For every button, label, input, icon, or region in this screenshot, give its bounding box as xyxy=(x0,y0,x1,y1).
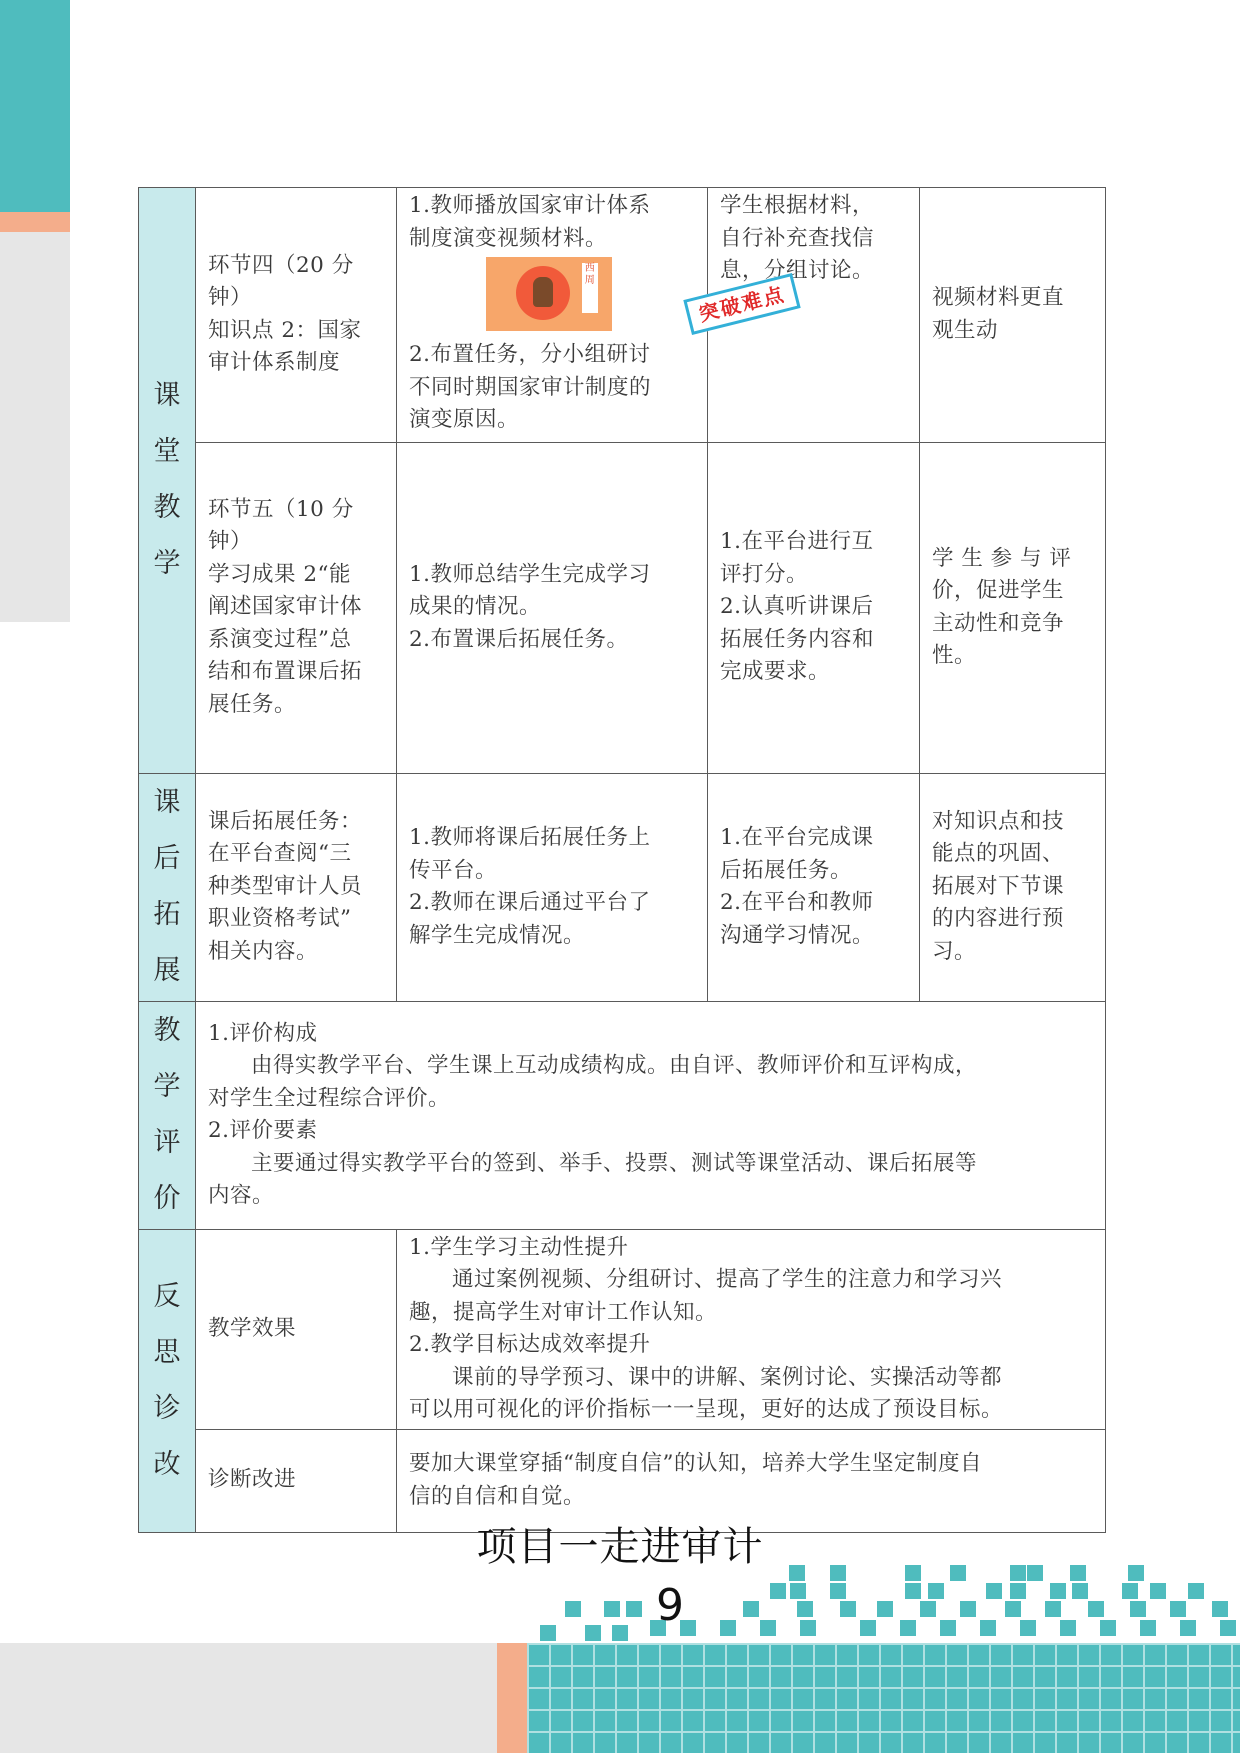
lesson-plan-table xyxy=(138,187,1106,1533)
pixel-square xyxy=(860,1620,876,1636)
pixel-square xyxy=(1088,1601,1104,1617)
pixel-square xyxy=(612,1625,628,1641)
pixel-square xyxy=(797,1601,813,1617)
stage-cell: 课后拓展任务： 在平台查阅“三 种类型审计人员 职业资格考试” 相关内容。 xyxy=(196,773,397,1001)
top-left-peach-bar xyxy=(0,212,70,232)
pixel-square xyxy=(1188,1583,1204,1599)
left-gray-bar xyxy=(0,232,70,622)
pixel-square xyxy=(1010,1583,1026,1599)
pixel-square xyxy=(986,1583,1002,1599)
pixel-square xyxy=(1005,1601,1021,1617)
table-row xyxy=(139,1229,1106,1429)
intent-cell: 对知识点和技 能点的巩固、 拓展对下节课 的内容进行预 习。 xyxy=(920,773,1106,1001)
teacher-activity-cell: 1.教师播放国家审计体系 制度演变视频材料。 西周 2.布置任务，分小组研讨 不同时期国家审计制度的 演变原因。 xyxy=(397,188,708,443)
effect-label-cell: 教学效果 xyxy=(196,1229,397,1429)
pixel-square xyxy=(1212,1601,1228,1617)
teacher-activity-cell: 1.教师总结学生完成学习 成果的情况。 2.布置课后拓展任务。 xyxy=(397,442,708,773)
bottom-gray-band xyxy=(0,1643,520,1753)
pixel-square xyxy=(760,1620,776,1636)
stage-cell: 环节五（10 分 钟） 学习成果 2“能 阐述国家审计体 系演变过程”总 结和布置课后拓 展任务。 xyxy=(196,442,397,773)
pixel-square xyxy=(1140,1620,1156,1636)
pixel-square xyxy=(928,1583,944,1599)
pixel-square xyxy=(980,1620,996,1636)
bottom-grid-pattern xyxy=(527,1643,1240,1753)
table-row xyxy=(139,442,1106,773)
pixel-square xyxy=(720,1620,736,1636)
pixel-square xyxy=(585,1625,601,1641)
student-activity-cell: 1.在平台完成课 后拓展任务。 2.在平台和教师 沟通学习情况。 xyxy=(708,773,920,1001)
pixel-square xyxy=(1170,1601,1186,1617)
student-activity-cell: 1.在平台进行互 评打分。 2.认真听讲课后 拓展任务内容和 完成要求。 xyxy=(708,442,920,773)
pixel-square xyxy=(1045,1601,1061,1617)
pixel-square xyxy=(840,1601,856,1617)
pixel-square xyxy=(960,1601,976,1617)
pixel-square xyxy=(1100,1620,1116,1636)
pixel-square xyxy=(900,1620,916,1636)
intent-cell: 学 生 参 与 评 价，促进学生 主动性和竞争 性。 xyxy=(920,442,1106,773)
table-row xyxy=(139,773,1106,1001)
section-after-class-extension: 课 后 拓 展 xyxy=(139,773,196,1001)
student-activity-cell: 学生根据材料， 自行补充查找信 息，分组讨论。 突破难点 xyxy=(708,188,920,443)
footer-title: 项目一走进审计 xyxy=(476,1524,764,1570)
page-number: 9 xyxy=(656,1580,684,1631)
video-thumbnail[interactable]: 西周 xyxy=(486,257,612,331)
pixel-square xyxy=(1180,1620,1196,1636)
table-row xyxy=(139,188,1106,443)
pixel-square xyxy=(743,1601,759,1617)
pixel-square xyxy=(940,1620,956,1636)
pixel-square xyxy=(877,1601,893,1617)
section-teaching-evaluation: 教 学 评 价 xyxy=(139,1001,196,1229)
section-reflection: 反 思 诊 改 xyxy=(139,1229,196,1532)
pixel-square xyxy=(770,1583,786,1599)
pixel-square xyxy=(1122,1583,1138,1599)
pixel-square xyxy=(1130,1601,1146,1617)
effect-cell: 1.学生学习主动性提升 通过案例视频、分组研讨、提高了学生的注意力和学习兴 趣，提高学生对审计工作认知。 2.教学目标达成效率提升 课前的导学预习、课中的讲解、案例讨论、实操活动等都 可以用可视化的评价指标一一呈现，更好的达成了预设目标。 xyxy=(397,1229,1106,1429)
pixel-square xyxy=(790,1583,806,1599)
pixel-square xyxy=(800,1620,816,1636)
breakthrough-stamp: 突破难点 xyxy=(683,273,800,335)
pixel-square xyxy=(1072,1583,1088,1599)
pixel-square xyxy=(540,1625,556,1641)
pixel-square xyxy=(1050,1583,1066,1599)
improve-label-cell: 诊断改进 xyxy=(196,1429,397,1532)
pixel-square xyxy=(565,1601,581,1617)
pixel-square xyxy=(830,1583,846,1599)
intent-cell: 视频材料更直 观生动 xyxy=(920,188,1106,443)
pixel-square xyxy=(1150,1583,1166,1599)
stage-cell: 环节四（20 分 钟） 知识点 2：国家 审计体系制度 xyxy=(196,188,397,443)
pixel-square xyxy=(1220,1620,1236,1636)
pixel-square xyxy=(604,1601,620,1617)
section-classroom-teaching: 课 堂 教 学 xyxy=(139,188,196,774)
pixel-square xyxy=(920,1601,936,1617)
top-left-teal-bar xyxy=(0,0,70,212)
table-row xyxy=(139,1001,1106,1229)
bottom-peach-strip xyxy=(497,1643,527,1753)
teacher-activity-cell: 1.教师将课后拓展任务上 传平台。 2.教师在课后通过平台了 解学生完成情况。 xyxy=(397,773,708,1001)
pixel-square xyxy=(1060,1620,1076,1636)
pixel-square xyxy=(905,1583,921,1599)
pixel-square xyxy=(1020,1620,1036,1636)
improve-cell: 要加大课堂穿插“制度自信”的认知，培养大学生坚定制度自 信的自信和自觉。 xyxy=(397,1429,1106,1532)
evaluation-cell: 1.评价构成 由得实教学平台、学生课上互动成绩构成。由自评、教师评价和互评构成， 对学生全过程综合评价。 2.评价要素 主要通过得实教学平台的签到、举手、投票、测试等课堂活动、课后拓展等 内容。 xyxy=(196,1001,1106,1229)
